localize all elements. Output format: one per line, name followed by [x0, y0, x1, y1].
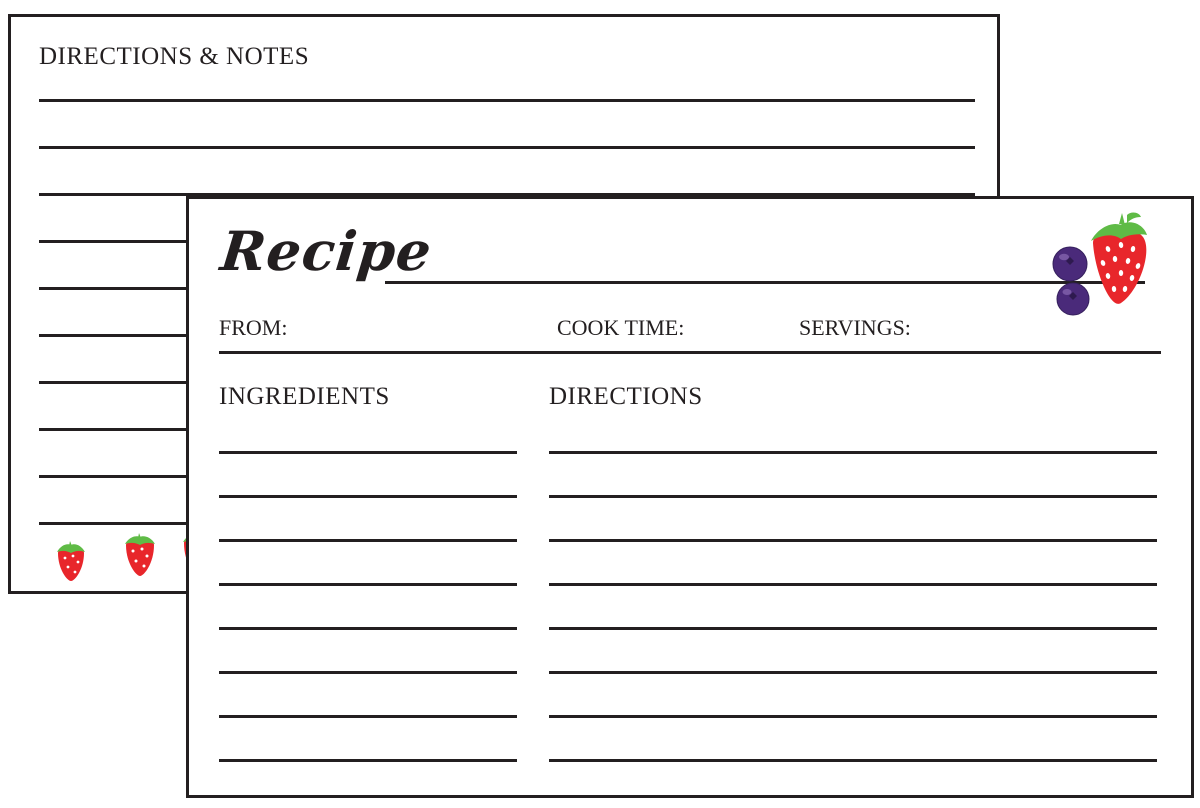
recipe-heading: Recipe: [217, 219, 436, 283]
strawberry-icon: [1091, 213, 1147, 304]
berry-cluster-decoration: [1047, 199, 1187, 329]
writing-line: [219, 715, 517, 718]
blueberry-icon: [1057, 283, 1089, 315]
writing-line: [219, 627, 517, 630]
writing-line: [219, 451, 517, 454]
writing-line: [549, 715, 1157, 718]
recipe-title-line: [385, 281, 1145, 284]
directions-heading: DIRECTIONS: [549, 383, 703, 410]
recipe-meta-row: [219, 315, 1161, 351]
ingredients-lines: [219, 451, 517, 798]
writing-line: [549, 539, 1157, 542]
writing-line: [219, 495, 517, 498]
cook-time-label: COOK TIME:: [557, 315, 685, 340]
recipe-card: [186, 196, 1194, 798]
writing-line: [219, 759, 517, 762]
writing-line: [219, 671, 517, 674]
writing-line: [219, 539, 517, 542]
writing-line: [549, 495, 1157, 498]
from-label: FROM:: [219, 315, 288, 340]
blueberry-icon: [1053, 247, 1087, 281]
writing-line: [39, 99, 975, 102]
writing-line: [549, 759, 1157, 762]
writing-line: [549, 671, 1157, 674]
writing-line: [39, 146, 975, 149]
ingredients-heading: INGREDIENTS: [219, 383, 390, 410]
writing-line: [549, 451, 1157, 454]
writing-line: [549, 627, 1157, 630]
meta-underline: [219, 351, 1161, 354]
writing-line: [549, 583, 1157, 586]
back-card-title: DIRECTIONS & NOTES: [39, 43, 310, 70]
servings-label: SERVINGS:: [799, 315, 911, 340]
writing-line: [219, 583, 517, 586]
directions-lines: [549, 451, 1157, 798]
